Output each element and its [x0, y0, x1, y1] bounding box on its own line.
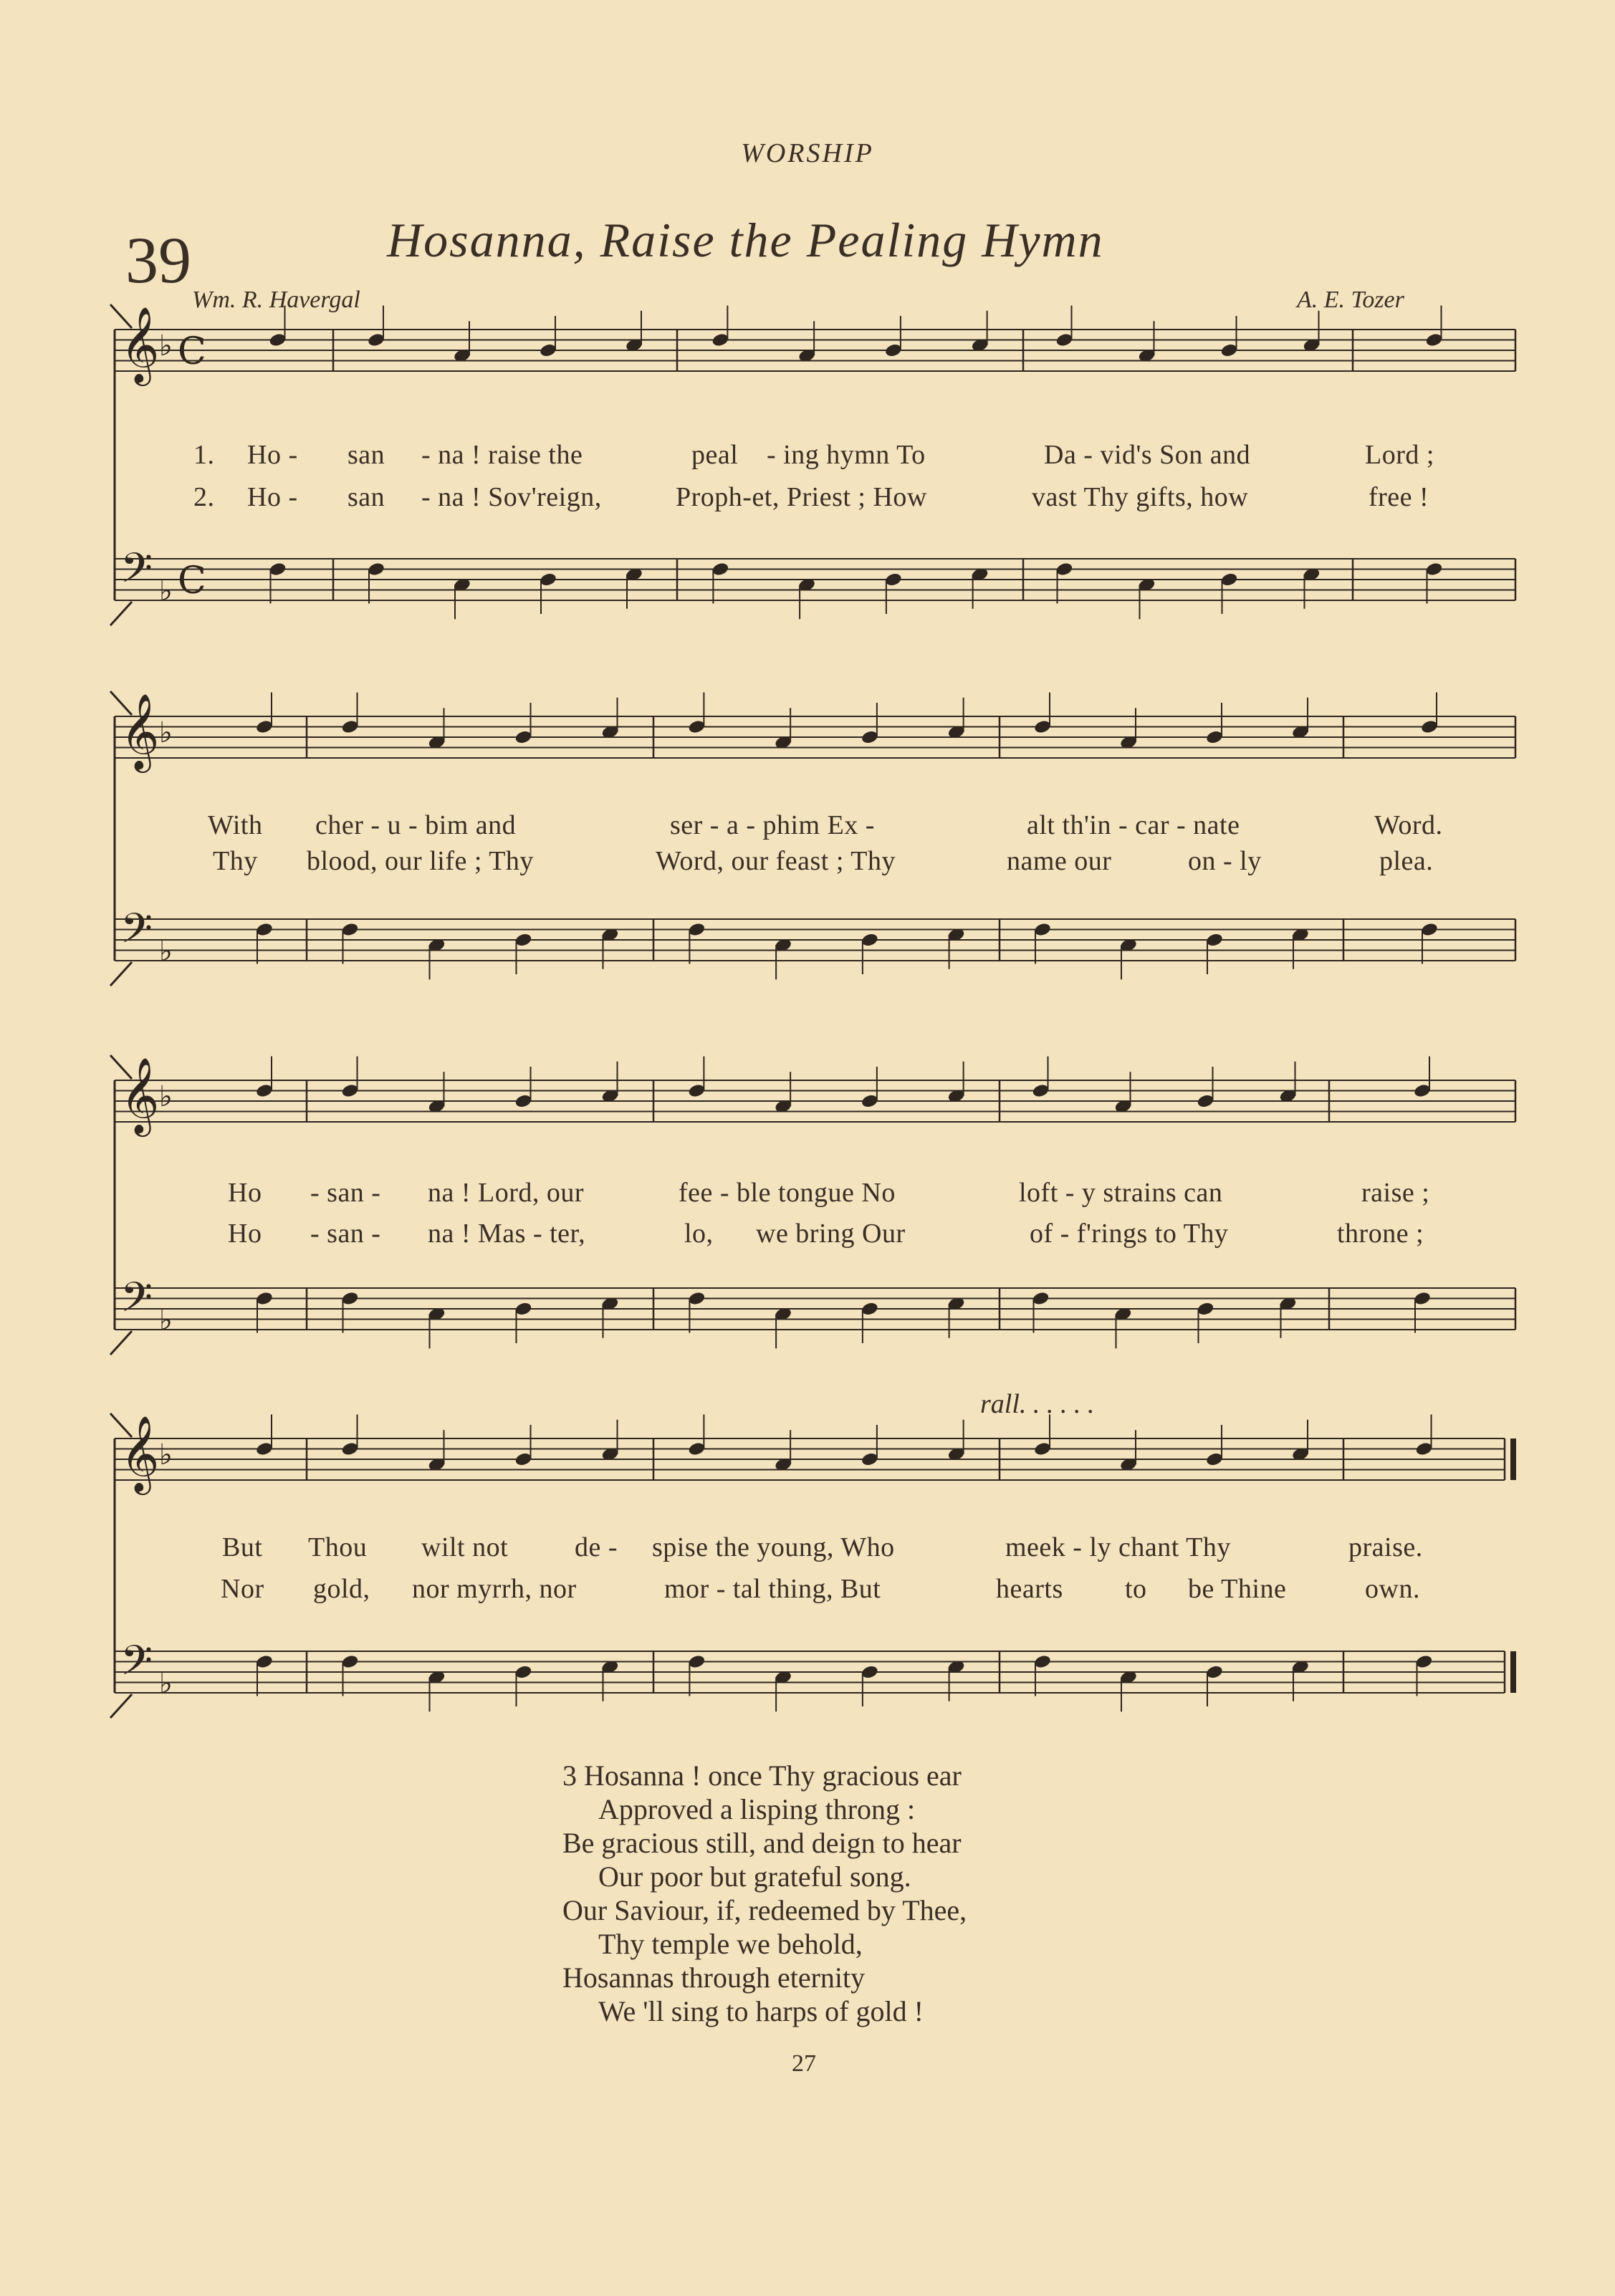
verse-3	[562, 1759, 967, 2028]
lyric-syllable: wilt not	[421, 1532, 509, 1562]
verse-3-line: 3 Hosanna ! once Thy gracious ear	[562, 1759, 962, 1792]
verse-3-line: Approved a lisping throng :	[598, 1793, 916, 1825]
lyric-syllable: throne ;	[1337, 1219, 1424, 1249]
lyric-syllable: be Thine	[1188, 1574, 1287, 1604]
lyric-syllable: But	[222, 1532, 263, 1562]
lyric-syllable: 1.	[193, 440, 215, 470]
lyric-syllable: Proph-et, Priest ; How	[676, 482, 927, 512]
lyric-syllable: With	[208, 810, 263, 840]
lyric-syllable: mor - tal thing, But	[664, 1574, 881, 1604]
key-flat: ♭	[159, 1080, 173, 1113]
author-credit: Wm. R. Havergal	[192, 287, 360, 313]
lyric-syllable: Lord ;	[1365, 440, 1434, 470]
lyric-syllable: alt th'in - car - nate	[1027, 810, 1240, 840]
lyric-syllable: Ho -	[247, 482, 298, 512]
key-flat: ♭	[159, 330, 173, 362]
page-number: 27	[792, 2050, 816, 2077]
lyric-syllable: Da - vid's Son and	[1044, 440, 1251, 470]
lyric-syllable: Thy	[213, 846, 258, 876]
lyric-syllable: nor myrrh, nor	[412, 1574, 577, 1604]
lyric-syllable: plea.	[1379, 846, 1434, 876]
lyric-syllable: meek - ly chant Thy	[1005, 1532, 1231, 1562]
lyric-syllable: of - f'rings to Thy	[1030, 1219, 1229, 1249]
lyric-syllable: free !	[1369, 482, 1429, 512]
key-flat: ♭	[159, 575, 173, 607]
running-head: WORSHIP	[741, 138, 874, 168]
lyric-syllable: lo,	[684, 1219, 714, 1249]
composer-credit: A. E. Tozer	[1297, 287, 1404, 313]
lyric-syllable: on - ly	[1188, 846, 1262, 876]
lyric-syllable: Thou	[308, 1532, 368, 1562]
lyric-syllable: - na ! raise the	[421, 440, 583, 470]
hymn-number: 39	[125, 224, 191, 297]
lyric-syllable: raise ;	[1361, 1178, 1430, 1208]
lyric-syllable: san	[348, 482, 385, 512]
lyric-syllable: gold,	[313, 1574, 370, 1604]
verse-3-line: Thy temple we behold,	[598, 1928, 863, 1960]
lyric-syllable: blood, our life ; Thy	[307, 846, 534, 876]
lyric-syllable: spise the young, Who	[652, 1532, 895, 1562]
treble-clef: 𝄞	[120, 693, 160, 769]
bass-clef: 𝄢	[120, 1636, 153, 1695]
lyric-syllable: Ho	[228, 1178, 262, 1208]
lyric-syllable: 2.	[193, 482, 215, 512]
treble-clef: 𝄞	[120, 1415, 160, 1492]
key-flat: ♭	[159, 935, 173, 968]
verse-3-line: Hosannas through eternity	[562, 1961, 866, 1994]
lyric-syllable: to	[1125, 1574, 1147, 1604]
lyric-syllable: own.	[1365, 1574, 1420, 1604]
lyric-syllable: Word.	[1374, 810, 1443, 840]
lyric-syllable: loft - y strains can	[1019, 1178, 1223, 1208]
lyric-syllable: Ho	[228, 1219, 262, 1249]
lyric-syllable: ser - a - phim Ex -	[670, 810, 875, 840]
key-flat: ♭	[159, 1304, 173, 1337]
lyric-syllable: - san -	[310, 1178, 381, 1208]
lyric-syllable: de -	[575, 1532, 618, 1562]
hymn-title: Hosanna, Raise the Pealing Hymn	[387, 213, 1104, 267]
lyric-syllable: Ho -	[247, 440, 298, 470]
bass-clef: 𝄢	[120, 544, 153, 602]
lyric-syllable: name our	[1007, 846, 1112, 876]
lyric-syllable: - na ! Sov'reign,	[421, 482, 602, 512]
lyric-syllable: san	[348, 440, 385, 470]
time-signature: C	[178, 559, 206, 602]
verse-3-line: We 'll sing to harps of gold !	[598, 1995, 924, 2027]
lyric-syllable: vast Thy gifts, how	[1032, 482, 1249, 512]
lyric-syllable: praise.	[1348, 1532, 1423, 1562]
bass-clef: 𝄢	[120, 904, 153, 963]
key-flat: ♭	[159, 1438, 173, 1471]
lyric-syllable: cher - u - bim and	[315, 810, 517, 840]
bass-clef: 𝄢	[120, 1273, 153, 1332]
time-signature: C	[178, 330, 206, 373]
rallentando-marking: rall. . . . . .	[980, 1389, 1095, 1419]
treble-clef: 𝄞	[120, 306, 160, 383]
lyric-syllable: fee - ble tongue No	[679, 1178, 896, 1208]
key-flat: ♭	[159, 1667, 173, 1700]
lyric-syllable: Word, our feast ; Thy	[656, 846, 896, 876]
lyric-syllable: we bring Our	[756, 1219, 906, 1249]
verse-3-line: Be gracious still, and deign to hear	[562, 1827, 962, 1859]
verse-3-line: Our poor but grateful song.	[598, 1860, 911, 1893]
lyric-syllable: na ! Lord, our	[428, 1178, 585, 1208]
treble-clef: 𝄞	[120, 1057, 160, 1133]
verse-3-line: Our Saviour, if, redeemed by Thee,	[562, 1894, 967, 1926]
lyric-syllable: - ing hymn To	[767, 440, 926, 470]
lyric-syllable: na ! Mas - ter,	[428, 1219, 586, 1249]
lyric-syllable: peal	[691, 440, 739, 470]
lyric-syllable: Nor	[221, 1574, 264, 1604]
key-flat: ♭	[159, 716, 173, 749]
lyric-syllable: hearts	[996, 1574, 1063, 1604]
lyric-syllable: - san -	[310, 1219, 381, 1249]
